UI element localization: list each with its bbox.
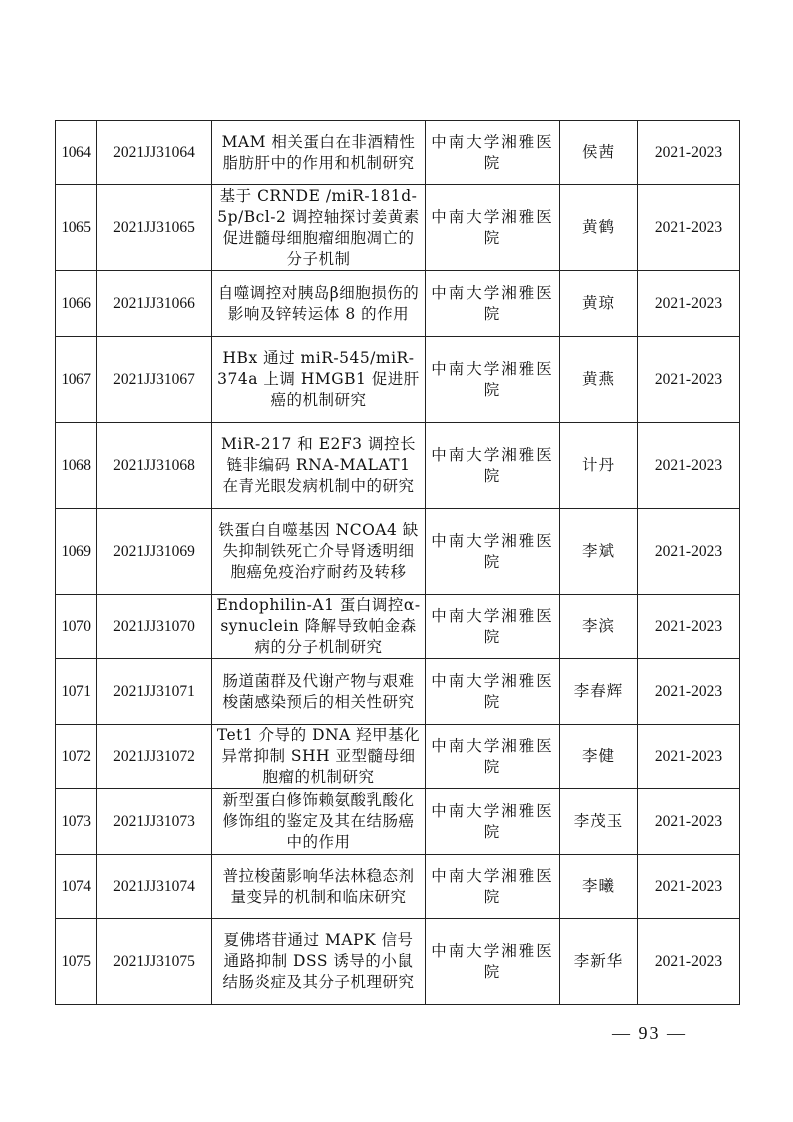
- host-institution: 中南大学湘雅医院: [426, 337, 560, 423]
- principal-investigator: 李曦: [560, 855, 638, 919]
- project-title: 新型蛋白修饰赖氨酸乳酸化修饰组的鉴定及其在结肠癌中的作用: [212, 789, 426, 855]
- table-row: [56, 595, 740, 659]
- project-code: 2021JJ31071: [97, 659, 212, 725]
- table-row: [56, 725, 740, 789]
- project-period: 2021-2023: [638, 337, 740, 423]
- principal-investigator: 李健: [560, 725, 638, 789]
- project-period: 2021-2023: [638, 271, 740, 337]
- host-institution: 中南大学湘雅医院: [426, 121, 560, 185]
- principal-investigator: 李新华: [560, 919, 638, 1005]
- row-number: 1069: [56, 509, 97, 595]
- project-title: Endophilin-A1 蛋白调控α-synuclein 降解导致帕金森病的分子机制研究: [212, 595, 426, 659]
- row-number: 1072: [56, 725, 97, 789]
- principal-investigator: 黄琼: [560, 271, 638, 337]
- project-title: 铁蛋白自噬基因 NCOA4 缺失抑制铁死亡介导肾透明细胞癌免疫治疗耐药及转移: [212, 509, 426, 595]
- principal-investigator: 李滨: [560, 595, 638, 659]
- host-institution: 中南大学湘雅医院: [426, 423, 560, 509]
- host-institution: 中南大学湘雅医院: [426, 725, 560, 789]
- project-code: 2021JJ31072: [97, 725, 212, 789]
- row-number: 1074: [56, 855, 97, 919]
- table-row: [56, 509, 740, 595]
- project-code: 2021JJ31064: [97, 121, 212, 185]
- host-institution: 中南大学湘雅医院: [426, 185, 560, 271]
- principal-investigator: 侯茜: [560, 121, 638, 185]
- project-title: HBx 通过 miR-545/miR-374a 上调 HMGB1 促进肝癌的机制研究: [212, 337, 426, 423]
- project-title: 普拉梭菌影响华法林稳态剂量变异的机制和临床研究: [212, 855, 426, 919]
- table-row: [56, 659, 740, 725]
- project-title: 自噬调控对胰岛β细胞损伤的影响及锌转运体 8 的作用: [212, 271, 426, 337]
- row-number: 1068: [56, 423, 97, 509]
- row-number: 1075: [56, 919, 97, 1005]
- project-title: Tet1 介导的 DNA 羟甲基化异常抑制 SHH 亚型髓母细胞瘤的机制研究: [212, 725, 426, 789]
- project-title: MAM 相关蛋白在非酒精性脂肪肝中的作用和机制研究: [212, 121, 426, 185]
- project-code: 2021JJ31073: [97, 789, 212, 855]
- project-code: 2021JJ31068: [97, 423, 212, 509]
- project-code: 2021JJ31065: [97, 185, 212, 271]
- principal-investigator: 李春辉: [560, 659, 638, 725]
- project-code: 2021JJ31074: [97, 855, 212, 919]
- table-row: [56, 271, 740, 337]
- row-number: 1066: [56, 271, 97, 337]
- project-period: 2021-2023: [638, 185, 740, 271]
- host-institution: 中南大学湘雅医院: [426, 659, 560, 725]
- project-period: 2021-2023: [638, 423, 740, 509]
- principal-investigator: 李斌: [560, 509, 638, 595]
- host-institution: 中南大学湘雅医院: [426, 595, 560, 659]
- principal-investigator: 李茂玉: [560, 789, 638, 855]
- project-period: 2021-2023: [638, 855, 740, 919]
- project-period: 2021-2023: [638, 659, 740, 725]
- project-period: 2021-2023: [638, 509, 740, 595]
- project-table: [55, 120, 740, 1005]
- principal-investigator: 黄鹤: [560, 185, 638, 271]
- table-row: [56, 185, 740, 271]
- host-institution: 中南大学湘雅医院: [426, 509, 560, 595]
- project-code: 2021JJ31070: [97, 595, 212, 659]
- row-number: 1070: [56, 595, 97, 659]
- principal-investigator: 黄燕: [560, 337, 638, 423]
- row-number: 1064: [56, 121, 97, 185]
- table-row: [56, 789, 740, 855]
- host-institution: 中南大学湘雅医院: [426, 789, 560, 855]
- project-code: 2021JJ31075: [97, 919, 212, 1005]
- row-number: 1071: [56, 659, 97, 725]
- project-title: 肠道菌群及代谢产物与艰难梭菌感染预后的相关性研究: [212, 659, 426, 725]
- row-number: 1065: [56, 185, 97, 271]
- row-number: 1073: [56, 789, 97, 855]
- host-institution: 中南大学湘雅医院: [426, 919, 560, 1005]
- project-period: 2021-2023: [638, 919, 740, 1005]
- project-period: 2021-2023: [638, 789, 740, 855]
- row-number: 1067: [56, 337, 97, 423]
- table-row: [56, 121, 740, 185]
- host-institution: 中南大学湘雅医院: [426, 855, 560, 919]
- project-code: 2021JJ31066: [97, 271, 212, 337]
- project-period: 2021-2023: [638, 725, 740, 789]
- project-code: 2021JJ31069: [97, 509, 212, 595]
- table-row: [56, 855, 740, 919]
- principal-investigator: 计丹: [560, 423, 638, 509]
- project-period: 2021-2023: [638, 595, 740, 659]
- project-code: 2021JJ31067: [97, 337, 212, 423]
- project-period: 2021-2023: [638, 121, 740, 185]
- host-institution: 中南大学湘雅医院: [426, 271, 560, 337]
- table-row: [56, 423, 740, 509]
- page-number: — 93 —: [612, 1023, 687, 1043]
- table-body: [56, 121, 740, 1005]
- project-title: 夏佛塔苷通过 MAPK 信号通路抑制 DSS 诱导的小鼠结肠炎症及其分子机理研究: [212, 919, 426, 1005]
- table-row: [56, 919, 740, 1005]
- table-row: [56, 337, 740, 423]
- project-title: MiR-217 和 E2F3 调控长链非编码 RNA-MALAT1 在青光眼发病机制中的研究: [212, 423, 426, 509]
- project-title: 基于 CRNDE /miR-181d-5p/Bcl-2 调控轴探讨姜黄素促进髓母细胞瘤细胞凋亡的分子机制: [212, 185, 426, 271]
